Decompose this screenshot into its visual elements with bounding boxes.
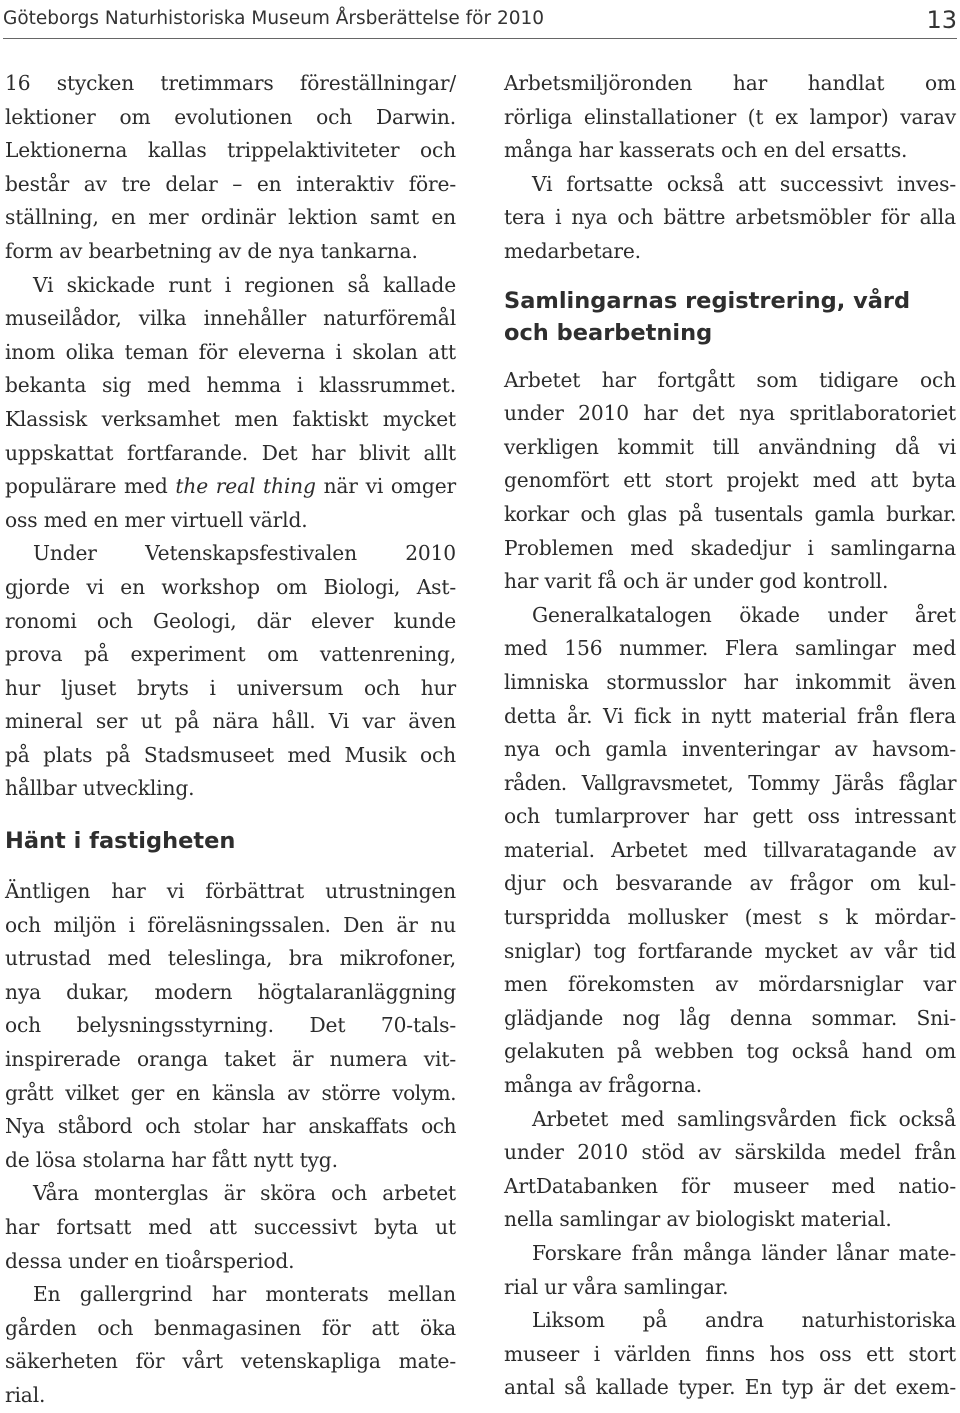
text-line: Arbetet har fortgått som tidigare och — [504, 367, 956, 392]
text-line: Forskare från många länder lånar mate- — [532, 1241, 956, 1265]
text-line: museer i världen finns hos oss ett stort — [504, 1341, 956, 1366]
text-line: och tumlarprover har gett oss intressant — [504, 804, 956, 829]
text-line: under 2010 stöd av särskilda medel från — [504, 1140, 956, 1165]
text-line: hållbar utveckling. — [5, 776, 195, 801]
paragraph — [5, 875, 456, 1177]
text-line: djur och besvarande av frågor om kul- — [504, 871, 956, 896]
text-line: form av bearbetning av de nya tankarna. — [5, 238, 418, 263]
text-line: rial. — [5, 1382, 46, 1407]
section-heading: Hänt i fastigheten — [5, 828, 236, 855]
text-line: Under Vetenskapsfestivalen 2010 — [33, 541, 456, 566]
text-line: ArtDatabanken för museer med natio- — [504, 1173, 956, 1198]
text-line: men förekomsten av mördarsniglar var — [504, 972, 956, 997]
text-line: nya dukar, modern högtalaranläggning — [5, 979, 456, 1004]
text-line: inom olika teman för eleverna i skolan att — [5, 339, 456, 364]
text-line: medarbetare. — [504, 238, 641, 263]
text-line: Liksom på andra naturhistoriska — [532, 1308, 956, 1333]
paragraph — [504, 599, 956, 1103]
heading-line: och bearbetning — [504, 319, 713, 346]
text-line: korkar och glas på tusentals gamla burkar. — [504, 501, 956, 526]
paragraph — [5, 537, 456, 806]
text-line: Arbetsmiljöronden har handlat om — [504, 71, 956, 95]
section-heading — [504, 285, 956, 349]
text-line: består av tre delar – en interaktiv före- — [5, 171, 456, 196]
text-line: Våra monterglas är sköra och arbetet — [33, 1181, 456, 1206]
text-line: hur ljuset bryts i universum och hur — [5, 675, 456, 700]
text-line — [5, 470, 456, 504]
text-line: gjorde vi en workshop om Biologi, Ast- — [5, 574, 456, 599]
text-line: Problemen med skadedjur i samlingarna — [504, 535, 956, 560]
text-line: rial ur våra samlingar. — [504, 1274, 729, 1299]
text-line: ställning, en mer ordinär lektion samt en — [5, 205, 456, 230]
text-line: grått vilket ger en känsla av större volym. — [5, 1080, 456, 1105]
text-line: sniglar) tog fortfarande mycket av vår tid — [504, 938, 956, 963]
text-line: turspridda mollusker (mest s k mördar- — [504, 905, 956, 930]
text-line: antal så kallade typer. En typ är det exem- — [504, 1375, 956, 1400]
text-line: 16 stycken tretimmars föreställningar/ — [5, 71, 456, 95]
text-line: material. Arbetet med tillvaratagande av — [504, 837, 956, 862]
paragraph — [5, 1278, 456, 1412]
text-line: gården och benmagasinen för att öka — [5, 1315, 456, 1340]
text-line: har fortsatt med att successivt byta ut — [5, 1215, 456, 1239]
text-line: gelakuten på webben tog också hand om — [504, 1039, 956, 1064]
text-line: Vi skickade runt i regionen så kallade — [33, 272, 456, 297]
text-line: tera i nya och bättre arbetsmöbler för alla — [504, 205, 956, 230]
paragraph — [5, 1177, 456, 1278]
text-line: rörliga elinstallationer (t ex lampor) varav — [504, 104, 956, 129]
paragraph — [5, 67, 456, 269]
text-line: och belysningsstyrning. Det 70-tals- — [5, 1013, 456, 1038]
text-line: Nya ståbord och stolar har anskaffats och — [5, 1114, 456, 1139]
heading-line: Samlingarnas registrering, vård — [504, 287, 911, 314]
text-line: oss med en mer virtuell värld. — [5, 507, 308, 532]
text-line: bekanta sig med hemma i klassrummet. — [5, 373, 456, 398]
page-header — [3, 6, 957, 36]
text-line: detta år. Vi fick in nytt material från flera — [504, 703, 956, 728]
text-line: nella samlingar av biologiskt material. — [504, 1207, 892, 1232]
text-line: limniska stormusslor har inkommit även — [504, 669, 956, 694]
paragraph — [504, 168, 956, 269]
text-line: genomfört ett stort projekt med att byta — [504, 468, 956, 493]
text-line: verkligen kommit till användning då vi — [504, 434, 956, 459]
paragraph — [504, 67, 956, 168]
italic-phrase: the real thing — [175, 474, 316, 499]
text-line: glädjande nog låg denna sommar. Sni- — [504, 1005, 956, 1030]
text-segment: populärare med — [5, 474, 176, 499]
text-line: de lösa stolarna har fått nytt tyg. — [5, 1147, 338, 1172]
page-number: 13 — [926, 6, 957, 34]
text-line: många har kasserats och en del ersatts. — [504, 138, 908, 163]
report-title: Göteborgs Naturhistoriska Museum Årsberättelse för 2010 — [3, 8, 545, 29]
header-divider — [3, 38, 957, 39]
text-line: dessa under en tioårsperiod. — [5, 1248, 295, 1273]
left-column — [5, 67, 456, 1413]
text-line: Generalkatalogen ökade under året — [532, 602, 956, 627]
text-line: prova på experiment om vattenrening, — [5, 642, 456, 667]
paragraph — [5, 269, 456, 538]
text-line: på plats på Stadsmuseet med Musik och — [5, 742, 456, 767]
text-line: Lektionerna kallas trippelaktiviteter och — [5, 138, 456, 163]
text-line: råden. Vallgravsmetet, Tommy Järås fåglar — [504, 770, 956, 795]
text-line: många av frågorna. — [504, 1073, 703, 1098]
text-line: lektioner om evolutionen och Darwin. — [5, 104, 456, 129]
paragraph — [504, 1304, 956, 1405]
paragraph — [504, 364, 956, 599]
text-line: museilådor, vilka innehåller naturföremål — [5, 306, 456, 331]
text-line: Arbetet med samlingsvården fick också — [532, 1106, 956, 1131]
text-line: Äntligen har vi förbättrat utrustningen — [5, 879, 456, 904]
text-line: har varit få och är under god kontroll. — [504, 569, 889, 594]
text-line: uppskattat fortfarande. Det har blivit allt — [5, 440, 456, 465]
text-line: mineral ser ut på nära håll. Vi var även — [5, 709, 456, 734]
text-line: Vi fortsatte också att successivt inves- — [532, 171, 956, 196]
text-line: ronomi och Geologi, där elever kunde — [5, 608, 456, 633]
text-line: och miljön i föreläsningssalen. Den är nu — [5, 912, 456, 937]
text-line: inspirerade oranga taket är numera vit- — [5, 1047, 456, 1072]
right-column — [504, 67, 956, 1405]
text-line: under 2010 har det nya spritlaboratoriet — [504, 401, 956, 426]
text-segment: när vi omger — [315, 474, 456, 499]
paragraph — [504, 1237, 956, 1304]
text-line: Klassisk verksamhet men faktiskt mycket — [5, 406, 456, 431]
text-line: utrustad med teleslinga, bra mikrofoner, — [5, 946, 456, 971]
text-line: säkerheten för vårt vetenskapliga mate- — [5, 1349, 456, 1374]
paragraph — [504, 1103, 956, 1237]
text-line: med 156 nummer. Flera samlingar med — [504, 636, 956, 661]
text-line: nya och gamla inventeringar av havsom- — [504, 737, 956, 762]
text-line: En gallergrind har monterats mellan — [33, 1282, 456, 1307]
